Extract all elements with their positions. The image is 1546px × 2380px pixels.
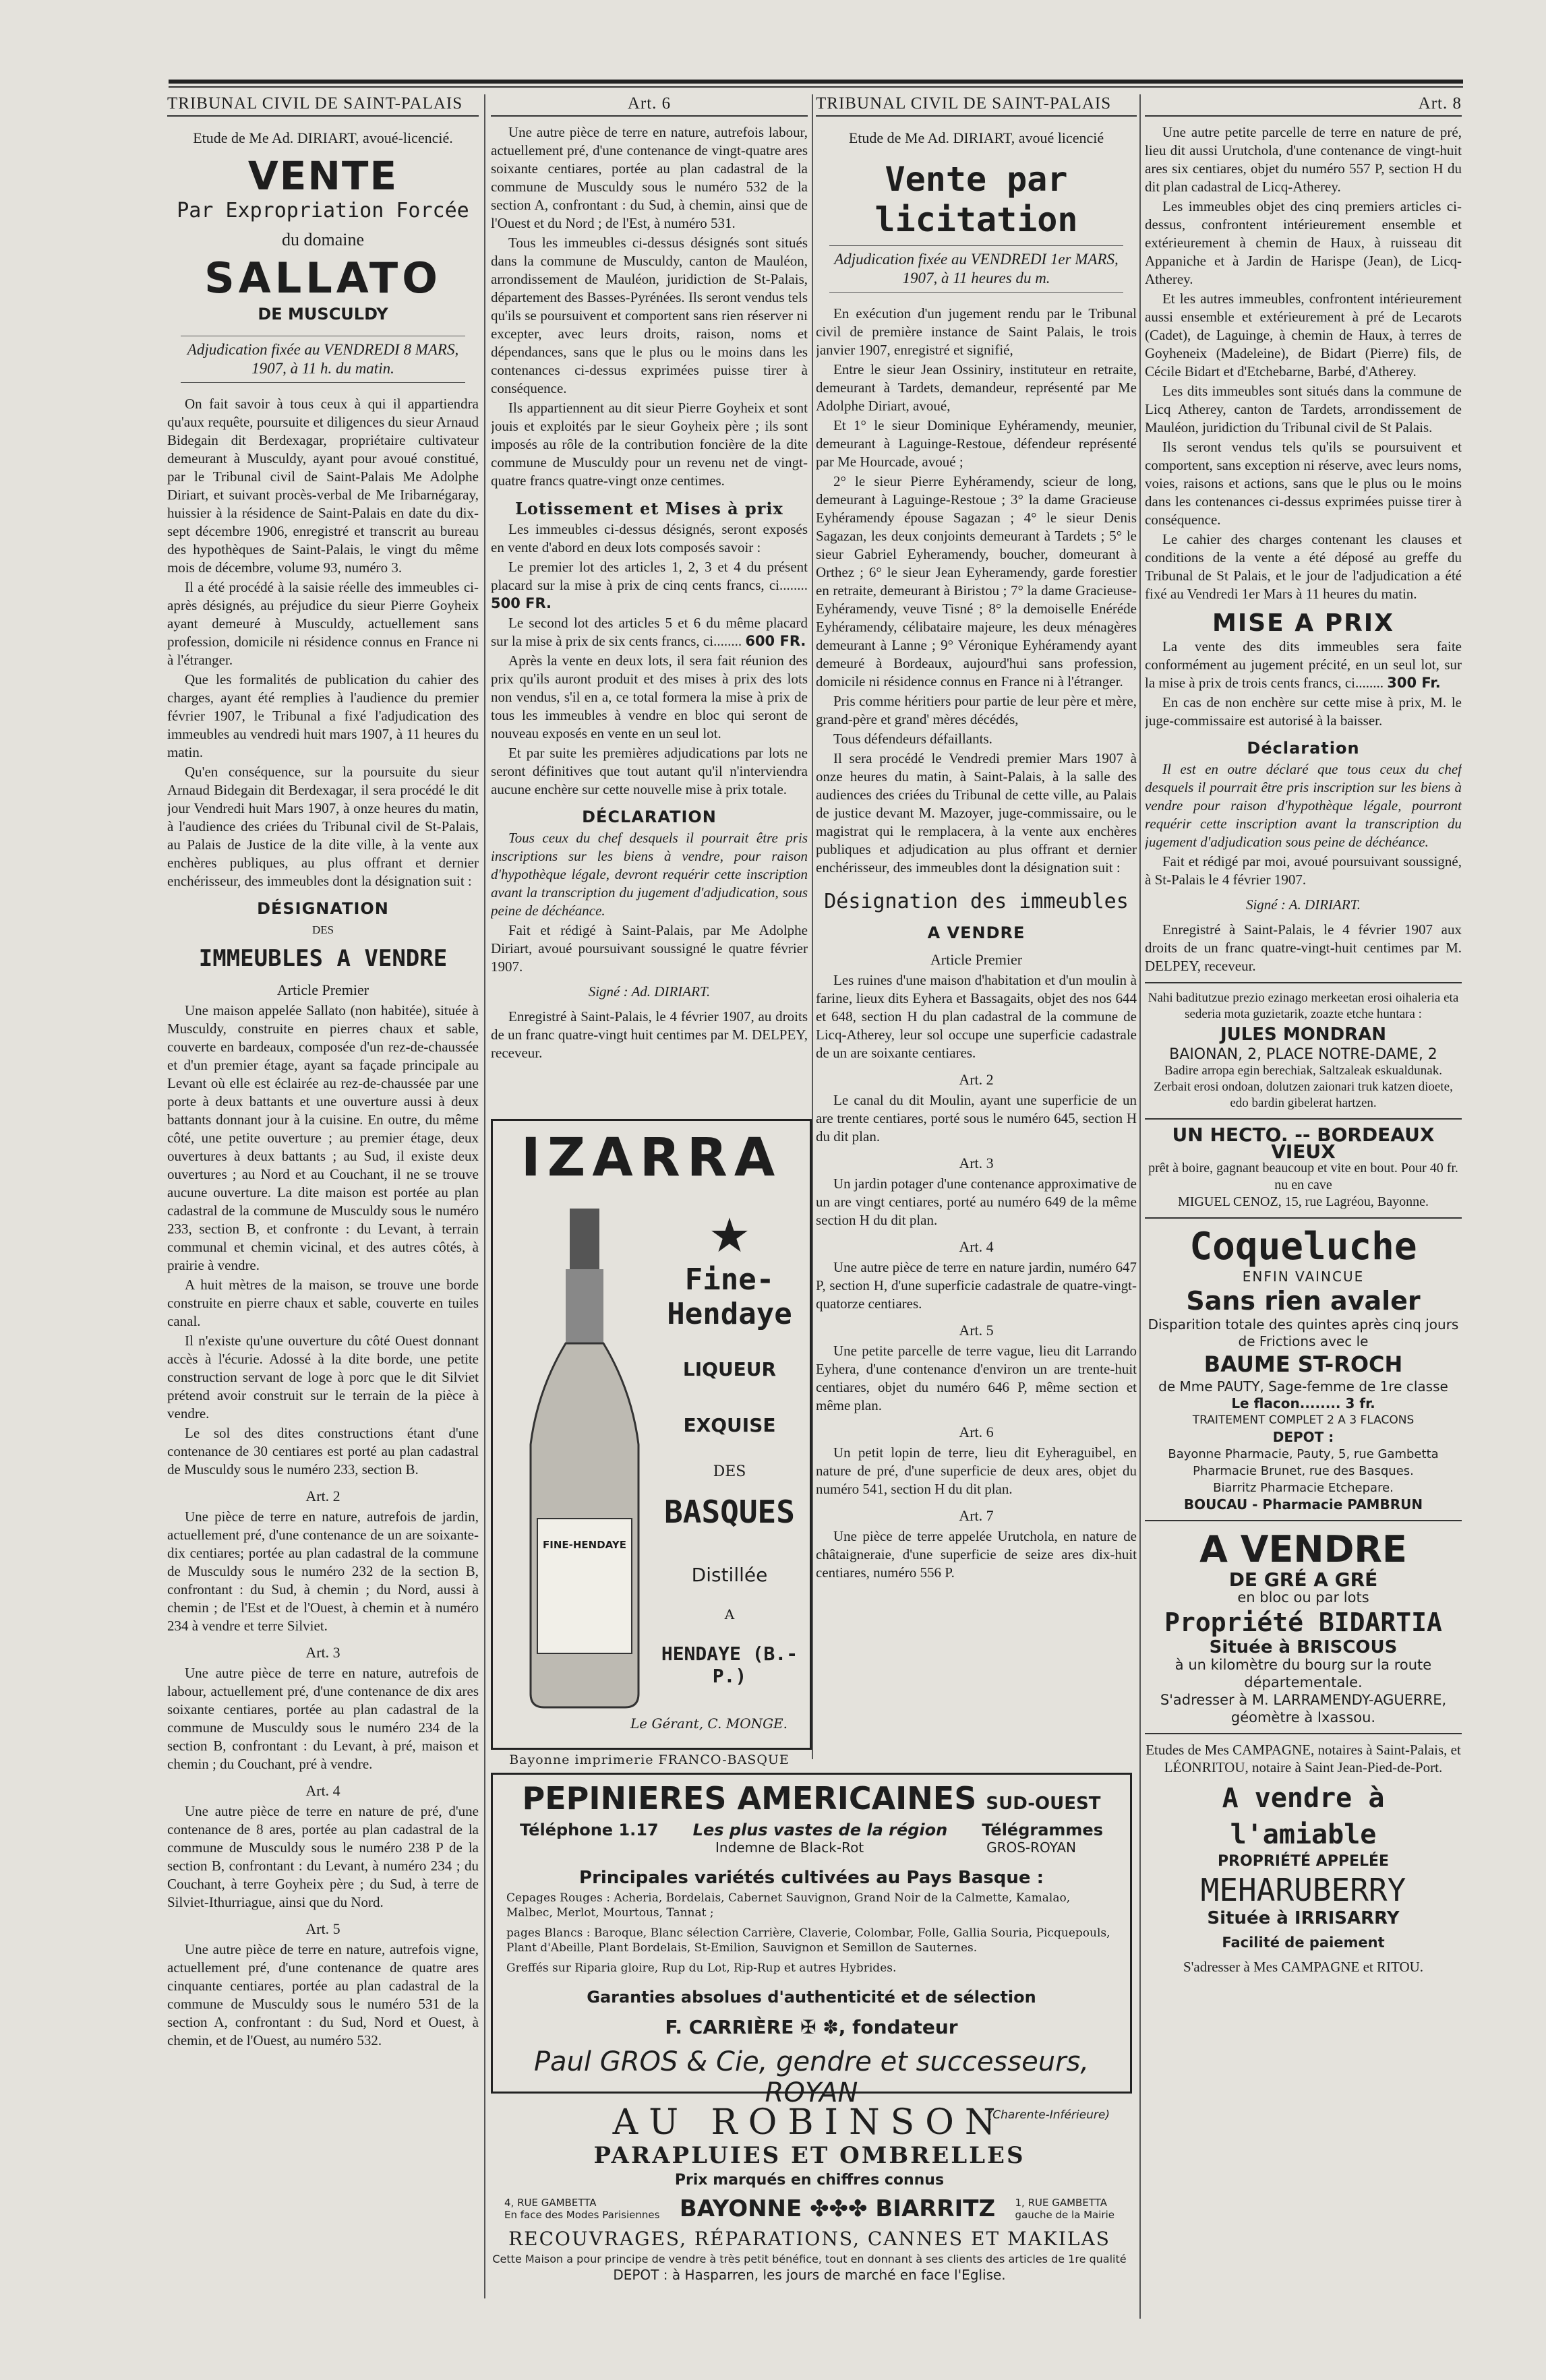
- ad-product: BAUME ST-ROCH: [1203, 1351, 1403, 1377]
- ad-address: BAIONAN, 2, PLACE NOTRE-DAME, 2: [1169, 1046, 1437, 1063]
- a-label: A: [724, 1606, 735, 1622]
- ad-text: pages Blancs : Baroque, Blanc sélection Carrière, Claverie, Colombar, Folle, Gallia Souria, Picquepouls, Plant d'Abeille, Plant Bordelais, St-Emilion, Sauvignon et Semillon de Sauternes.: [506, 1926, 1110, 1955]
- paragraph: Il n'existe qu'une ouverture du côté Ouest donnant accès à l'écurie. Adossé à la dite borde, une petite construction servant de loge à porc que le dit Silviet prétend avoir construit sur le terrain de la pièce à vendre.: [167, 1333, 479, 1422]
- lot-price: 500 FR.: [491, 595, 552, 611]
- ad-headline: Sans rien avaler: [1186, 1286, 1421, 1316]
- ad-telegram: Télégrammes: [982, 1821, 1103, 1839]
- paragraph: Tous ceux du chef desquels il pourrait être pris inscriptions sur les biens à vendre, pour raison d'hypothèque légale, devront requérir cette inscription avant la transcription du jugement d'adjudication, sous peine de déchéance.: [491, 830, 808, 919]
- bottle-illustration: [517, 1202, 652, 1714]
- paragraph: Fait et rédigé à Saint-Palais, par Me Adolphe Diriart, avoué poursuivant soussigné le quatre février 1907.: [491, 922, 808, 975]
- mise-price: 300 Fr.: [1387, 675, 1441, 691]
- paragraph: En cas de non enchère sur cette mise à prix, M. le juge-commissaire est autorisé à la baisser.: [1145, 694, 1462, 729]
- ad-text: Pharmacie Brunet, rue des Basques.: [1193, 1464, 1414, 1478]
- expropriation-subtitle: Par Expropriation Forcée: [177, 199, 469, 222]
- paragraph: Tous défendeurs défaillants.: [833, 731, 992, 747]
- bidartia-ad: [1145, 1528, 1462, 1726]
- ad-text: ENFIN VAINCUE: [1242, 1269, 1365, 1285]
- lotissement-heading: Lotissement et Mises à prix: [515, 499, 783, 518]
- paragraph: Les dits immeubles sont situés dans la commune de Licq Atherey, canton de Tardets, arrondissement de Mauléon, juridiction du Tribunal civil de St Palais.: [1145, 383, 1462, 435]
- article-heading: Art. 3: [305, 1644, 340, 1661]
- article-heading: Art. 4: [959, 1238, 994, 1255]
- ad-text: Située à BRISCOUS: [1209, 1637, 1398, 1657]
- ad-title: Coqueluche: [1189, 1225, 1417, 1269]
- gerant-line: Le Gérant, C. MONGE.: [630, 1715, 788, 1732]
- ad-tagline: Les plus vastes de la région: [692, 1821, 948, 1839]
- ad-property: MEHARUBERRY: [1200, 1872, 1406, 1908]
- article-heading: Art. 5: [305, 1920, 340, 1937]
- top-rule-thin: [169, 86, 1463, 88]
- separator: [1145, 1733, 1462, 1734]
- article-heading: Article Premier: [930, 951, 1023, 968]
- designation-heading: Désignation des immeubles: [824, 890, 1129, 913]
- paragraph: Les immeubles objet des cinq premiers articles ci-dessus, confrontent intérieurement ensemble et extérieurement à chemin de Haux, à ruisseau dit Appaniche et à Jardin de Harispe (Jean), de Licq-Atherey.: [1145, 198, 1462, 287]
- paragraph: Il a été procédé à la saisie réelle des immeubles ci-après désignés, au préjudice du sieur Pierre Goyheix ayant demeuré à Musculdy, actuellement sans profession, domicile ni résidence connus en France ni à l'étranger.: [167, 579, 479, 668]
- article-header: Art. 8: [1145, 94, 1462, 117]
- paragraph: Enregistré à Saint-Palais, le 4 février 1907, au droits de un franc quatre-vingt huit centimes par M. DELPEY, receveur.: [491, 1008, 808, 1061]
- ad-heading: Principales variétés cultivées au Pays Basque :: [579, 1868, 1044, 1888]
- column-3: [816, 94, 1137, 1759]
- ad-text: Badire arropa egin berechiak, Saltzaleak eskualdunak.: [1164, 1064, 1442, 1078]
- ad-address: 4, RUE GAMBETTA: [504, 2197, 597, 2209]
- du-domaine: du domaine: [281, 230, 365, 249]
- article-heading: Art. 6: [959, 1424, 994, 1440]
- paragraph: Une autre pièce de terre en nature, autrefois labour, actuellement pré, d'une contenance de vingt-quatre ares soixante centiares, portée au plan cadastral de la commune de Musculdy sous le numéro 532 de la section A, confrontant : du Sud, à chemin, ainsi que de l'Ouest et du Nord ; de l'Est, à numéro 531.: [491, 124, 808, 231]
- exquise-label: EXQUISE: [683, 1414, 776, 1436]
- paragraph: Le cahier des charges contenant les clauses et conditions de la vente a été déposé au greffe du Tribunal de St Palais, et le jour de l'adjudication a été fixé au Vendredi 1er Mars à 11 heures du matin.: [1145, 531, 1462, 602]
- paragraph: Le canal du dit Moulin, ayant une superficie de un are trente centiares, porté sous le numéro 645, section H du dit plan.: [816, 1092, 1137, 1145]
- ad-cities: BAYONNE ✤✤✤ BIARRITZ: [679, 2195, 996, 2222]
- paragraph: Et les autres immeubles, confrontent intérieurement aussi ensemble et extérieurement à pré de Lecarots (Cadet), de Laguinge, à chemin de Haux, à terres de Goyheneix (Madeleine), de Bidart (Pierre) fils, de Cécile Bidart et d'Etchebarne, Barbé, d'Atherey.: [1145, 291, 1462, 379]
- pepinieres-ad: [491, 1773, 1132, 2122]
- domain-name: SALLATO: [204, 253, 442, 303]
- ad-address: gauche de la Mairie: [1015, 2209, 1114, 2221]
- adjudication-date: Adjudication fixée au VENDREDI 8 MARS, 1907, à 11 h. du matin.: [181, 336, 465, 383]
- paragraph: Entre le sieur Jean Ossiniry, instituteur en retraite, demeurant à Tardets, demandeur, représenté par Me Adolphe Diriart, avoué,: [816, 361, 1137, 414]
- paragraph: Une autre pièce de terre en nature, autrefois de labour, actuellement pré, d'une contenance de dix ares soixante centiares, portée au plan cadastral de la commune de Musculdy sous le numéro 234 de la section B, confrontant : du Levant, à pré, maison et chemin ; du Couchant, pré à vendre.: [167, 1665, 479, 1772]
- paragraph: Une autre pièce de terre en nature, autrefois vigne, actuellement pré, d'une contenance de quatre ares cinquante centiares, portée au plan cadastral de la commune de Musculdy sous le numéro 531 de la section A, confrontant : du Sud, Nord et Ouest, à chemin, et de l'Ouest, au numéro 532.: [167, 1941, 479, 2048]
- izarra-title: IZARRA: [521, 1128, 782, 1188]
- ad-text: S'adresser à M. LARRAMENDY-AGUERRE, géomètre à Ixassou.: [1160, 1692, 1447, 1726]
- paragraph: 2° le sieur Pierre Eyhéramendy, scieur de long, demeurant à Laguinge-Restoue ; 3° la dame Gracieuse Eyhéramendy épouse Sagazan ; 4° le sieur Denis Sagazan, les deux conjoints demeurant à Tardets ; 5° le sieur Gabriel Eyheramendy, boucher, domeurant à Orthez ; 6° le sieur Jean Eyheramendy, garde forestier en retraite, demeurant à Biristou ; 7° la dame Gracieuse-Eyhéramendy, veuve Tisné ; 8° la demoiselle Enéréde Eyhéramendy, célibataire majeure, les deux ménagères demeurant à Lanne ; 9° Véronique Eyhéramendy ayant demeuré à Bordeaux, aujourd'hui sans profession, domicile ni résidence connus en France ni à l'étranger.: [816, 473, 1137, 690]
- paragraph: Tous les immeubles ci-dessus désignés sont situés dans la commune de Musculdy, canton de Mauléon, arrondissement de Mauléon, juridiction de St-Palais, département des Basses-Pyrénées. Ils seront vendus tels qu'ils se poursuivent et comportent sans rien réserver ni excepter, avec leurs droits, raison, noms et dépendances, sans que le plus ou le moins dans les contenances ci-dessus exprimées puisse tirer à conséquence.: [491, 235, 808, 396]
- article-heading: Art. 2: [959, 1071, 994, 1088]
- ad-region: SUD-OUEST: [986, 1794, 1101, 1814]
- paragraph: [1145, 638, 1462, 692]
- ad-text: Facilité de paiement: [1222, 1934, 1385, 1951]
- paragraph: Le sol des dites constructions étant d'une contenance de 30 centiares est porté au plan cadastral de Musculdy sous le numéro 233, section B.: [167, 1425, 479, 1477]
- ad-successors: Paul GROS & Cie, gendre et successeurs, ROYAN: [533, 2046, 1090, 2108]
- column-1: [167, 94, 479, 2298]
- paragraph: On fait savoir à tous ceux à qui il appartiendra qu'aux requête, poursuite et diligences du sieur Arnaud Bidegain dit Berdexagar, propriétaire cultivateur demeurant à Musculdy, ayant pour avoué constitué, par le Tribunal civil de Saint-Palais Me Adolphe Diriart, et suivant procès-verbal de Me Iribarnégaray, huissier à la résidence de Saint-Palais en date du dix-sept décembre 1906, enregistré et transcrit au bureau des hypothèques de Saint-Palais, le vingt du même mois de décembre, volume 93, numéro 3.: [167, 396, 479, 576]
- ad-text: DEPOT : à Hasparren, les jours de marché en face l'Eglise.: [613, 2267, 1006, 2283]
- robinson-ad: [491, 2103, 1128, 2298]
- signature: Signé : Ad. DIRIART.: [588, 983, 711, 1000]
- paragraph: Il est en outre déclaré que tous ceux du chef desquels il pourrait être pris inscription sur les biens à vendre pour raison d'hypothèque légale, pourront requérir cette inscription avant la transcription du jugement d'adjudication sous peine de déchéance.: [1145, 761, 1462, 850]
- paragraph: [491, 558, 808, 613]
- ad-text: MIGUEL CENOZ, 15, rue Lagréou, Bayonne.: [1178, 1194, 1429, 1209]
- ad-text: Située à IRRISARRY: [1207, 1908, 1400, 1928]
- domain-place: DE MUSCULDY: [258, 305, 388, 324]
- ad-text: TRAITEMENT COMPLET 2 A 3 FLACONS: [1192, 1413, 1415, 1427]
- des-label: DES: [713, 1463, 746, 1480]
- ad-text: Nahi baditutzue prezio ezinago merkeetan erosi oihaleria eta sederia mota guzietarik, zoazte etche huntara :: [1148, 991, 1459, 1021]
- mondran-ad: [1145, 990, 1462, 1111]
- ad-title: A vendre à l'amiable: [1222, 1783, 1385, 1850]
- column-4: [1145, 94, 1462, 2339]
- ad-text: Cepages Rouges : Acheria, Bordelais, Cabernet Sauvignon, Grand Noir de la Calmette, Kamalao, Malbec, Merlot, Mourtous, Tannat ;: [506, 1891, 1071, 1920]
- paragraph: Un jardin potager d'une contenance approximative de un are vingt centiares, porté au numéro 649 de la même section H du dit plan.: [816, 1176, 1137, 1228]
- designation-heading: DÉSIGNATION: [257, 899, 389, 918]
- printer-line: Bayonne imprimerie FRANCO-BASQUE: [509, 1752, 790, 1767]
- ad-text: DE GRÉ A GRÉ: [1228, 1568, 1378, 1591]
- etude-line: Etude de Me Ad. DIRIART, avoué licencié: [848, 129, 1104, 146]
- distillee-label: Distillée: [691, 1564, 768, 1586]
- paragraph: Qu'en conséquence, sur la poursuite du sieur Arnaud Bidegain dit Berdexagar, il sera procédé le dit jour Vendredi huit Mars 1907, à onze heures du matin, à l'audience des criées du Tribunal civil de St-Palais, au Palais de Justice de la dite ville, à la vente aux enchères publiques, au plus offrant et dernier enchérisseur, des immeubles dont la désignation suit :: [167, 764, 479, 889]
- mise-text: La vente des dits immeubles sera faite conformément au jugement précité, en un seul lot, sur la mise à prix de trois cents francs, ci........: [1145, 638, 1462, 691]
- bordeaux-ad: [1145, 1126, 1462, 1211]
- immeubles-heading: IMMEUBLES A VENDRE: [198, 945, 448, 972]
- ad-phone: Téléphone 1.17: [520, 1821, 659, 1839]
- article-heading: Art. 5: [959, 1322, 994, 1339]
- ad-text: Indemne de Black-Rot: [715, 1839, 864, 1856]
- ad-text: Prix marqués en chiffres connus: [674, 2172, 945, 2189]
- ad-subtitle: PARAPLUIES ET OMBRELLES: [593, 2142, 1025, 2169]
- ad-text: Greffés sur Riparia gloire, Rup du Lot, Rip-Rup et autres Hybrides.: [506, 1961, 897, 1975]
- ad-title: UN HECTO. -- BORDEAUX VIEUX: [1172, 1124, 1435, 1163]
- paragraph: Une pièce de terre en nature, autrefois de jardin, actuellement pré, d'une contenance de un are soixante-dix centiares; portée au plan cadastral de la commune de Musculdy sous le numéro 232 de la section B, confrontant : du Sud, à chemin ; du Nord, aussi à chemin ; de l'Est et de l'Ouest, à chemin et à numéro 234 à vendre et terre Silviet.: [167, 1508, 479, 1634]
- a-vendre-heading: A VENDRE: [927, 923, 1025, 942]
- ad-founder: F. CARRIÈRE ✠ ✽, fondateur: [665, 2016, 958, 2038]
- ad-text: PROPRIÉTÉ APPELÉE: [1217, 1853, 1390, 1870]
- article-heading: Art. 7: [959, 1507, 994, 1524]
- coqueluche-ad: [1145, 1225, 1462, 1513]
- paragraph: En exécution d'un jugement rendu par le Tribunal civil de première instance de Saint Palais, le trois janvier 1907, enregistré et signifié,: [816, 305, 1137, 358]
- paragraph: Et 1° le sieur Dominique Eyhéramendy, meunier, demeurant à Laguinge-Restoue, défendeur représenté par Me Hourcade, avoué ;: [816, 417, 1137, 470]
- column-rule: [484, 94, 485, 1119]
- separator: [1145, 982, 1462, 983]
- vente-title: VENTE: [247, 153, 398, 199]
- paragraph: Enregistré à Saint-Palais, le 4 février 1907 aux droits de un franc quatre-vingt-huit centimes par M. DELPEY, receveur.: [1145, 921, 1462, 974]
- paragraph: Pris comme héritiers pour partie de leur père et mère, grand-père et grand' mères décédés,: [816, 693, 1137, 727]
- ad-text: S'adresser à Mes CAMPAGNE et RITOU.: [1183, 1959, 1424, 1975]
- bottle-icon: [517, 1202, 652, 1714]
- ad-text: Biarritz Pharmacie Etchepare.: [1213, 1481, 1394, 1495]
- paragraph: A huit mètres de la maison, se trouve une borde construite en pierre chaux et sable, couverte en tuiles canal.: [167, 1277, 479, 1329]
- ad-title: PEPINIERES AMERICAINES: [522, 1780, 977, 1817]
- declaration-heading: DÉCLARATION: [582, 807, 717, 826]
- article-heading: Article Premier: [276, 981, 369, 998]
- article-header: Art. 6: [491, 94, 808, 117]
- ad-text: à un kilomètre du bourg sur la route départementale.: [1175, 1657, 1432, 1690]
- ad-title: A VENDRE: [1199, 1528, 1407, 1570]
- paragraph: Il sera procédé le Vendredi premier Mars 1907 à onze heures du matin, à Saint-Palais, à la salle des audiences des criées du Tribunal de cette ville, au Palais de justice devant M. Mazoyer, juge-commissaire, ou le magistrat qui le remplacera, à la vente aux enchères publiques et adjudication au plus offrant et dernier enchérisseur, des immeubles dont la désignation suit :: [816, 750, 1137, 876]
- basques-label: BASQUES: [664, 1494, 795, 1530]
- paragraph: Une pièce de terre appelée Urutchola, en nature de châtaigneraie, d'une superficie de seize ares dix-huit centiares, numéro 556 P.: [816, 1528, 1137, 1581]
- paragraph: Une petite parcelle de terre vague, lieu dit Larrando Eyhera, d'une contenance d'environ un are trente-huit centiares, objet du numéro 646 P, même section et même plan.: [816, 1343, 1137, 1413]
- bottle-label: FINE-HENDAYE: [543, 1539, 626, 1551]
- separator: [1145, 1217, 1462, 1219]
- signature: Signé : A. DIRIART.: [1245, 896, 1361, 913]
- meharuberry-ad: [1145, 1741, 1462, 1976]
- paragraph: Les ruines d'une maison d'habitation et d'un moulin à farine, lieux dits Eyhera et Bassagaits, objet des nos 644 et 648, section H du plan cadastral de la commune de Licq-Atherey, leur sol occupe une superficie cadastrale de un are soixante centiares.: [816, 972, 1137, 1061]
- etude-line: Etude de Me Ad. DIRIART, avoué-licencié.: [193, 129, 453, 146]
- paragraph: Que les formalités de publication du cahier des charges, ayant été remplies à l'audience du premier février 1907, le Tribunal a fixé l'adjudication des immeubles au vendredi huit mars 1907, à 11 heures du matin.: [167, 671, 479, 760]
- paragraph: Ils appartiennent au dit sieur Pierre Goyheix et sont jouis et exploités par le sieur Goyheix père ; ils sont imposés au rôle de la contribution foncière de la dite commune de Musculdy pour un revenu net de vingt-quatre francs quatre-vingt onze centimes.: [491, 400, 808, 489]
- paragraph: Fait et rédigé par moi, avoué poursuivant soussigné, à St-Palais le 4 février 1907.: [1145, 853, 1462, 888]
- izarra-ad: [491, 1119, 812, 1750]
- column-2: [491, 94, 808, 1139]
- paragraph: Ils seront vendus tels qu'ils se poursuivent et comportent, sans exception ni réserve, avec leurs noms, voies, raisons et actions, sans que le plus ou le moins dans les contenances ci-dessus exprimées puisse tirer à conséquence.: [1145, 439, 1462, 528]
- court-header: TRIBUNAL CIVIL DE SAINT-PALAIS: [167, 94, 479, 117]
- ad-property: Propriété BIDARTIA: [1164, 1608, 1442, 1637]
- top-rule: [169, 80, 1463, 84]
- lot-price: 600 FR.: [745, 633, 806, 649]
- des-label: DES: [311, 923, 334, 936]
- paragraph: Une autre petite parcelle de terre en nature de pré, lieu dit aussi Urutchola, d'une contenance de vingt-huit ares six centiares, objet du numéro 557 P, section H du dit plan cadastral de Licq-Atherey.: [1145, 124, 1462, 195]
- hendaye-label: HENDAYE (B.-P.): [661, 1643, 798, 1687]
- ad-text: Zerbait erosi ondoan, dolutzen zaionari truk katzen dioete, edo bardin gibelerat hartzen.: [1154, 1080, 1453, 1110]
- paragraph: Un petit lopin de terre, lieu dit Eyheraguibel, en nature de pré, d'une superficie de deux ares, objet du numéro 541, section H du dit plan.: [816, 1444, 1137, 1497]
- declaration-heading: Déclaration: [1247, 739, 1360, 758]
- lot-text: Le second lot des articles 5 et 6 du même placard sur la mise à prix de six cents francs, ci........: [491, 615, 808, 649]
- ad-text: GROS-ROYAN: [986, 1839, 1076, 1856]
- ad-address: 1, RUE GAMBETTA: [1015, 2197, 1107, 2209]
- column-rule: [812, 94, 813, 1759]
- paragraph: Les immeubles ci-dessus désignés, seront exposés en vente d'abord en deux lots composés savoir :: [491, 521, 808, 555]
- ad-name: JULES MONDRAN: [1220, 1025, 1387, 1045]
- separator: [1145, 1520, 1462, 1521]
- ad-address: En face des Modes Parisiennes: [504, 2209, 660, 2221]
- ad-text: Etudes de Mes CAMPAGNE, notaires à Saint-Palais, et LÉONRITOU, notaire à Saint Jean-Pied-de-Port.: [1146, 1742, 1461, 1775]
- paragraph: Après la vente en deux lots, il sera fait réunion des prix qu'ils auront produit et des mises à prix des lots non vendus, s'il en a, ce total formera la mise à prix de tous les immeubles à vendre en bloc qui seront de nouveau exposés en vente en un seul lot.: [491, 652, 808, 741]
- article-heading: Art. 2: [305, 1488, 340, 1504]
- ad-text: de Mme PAUTY, Sage-femme de 1re classe: [1158, 1378, 1448, 1395]
- paragraph: [491, 614, 808, 650]
- paragraph: Une autre pièce de terre en nature jardin, numéro 647 P, section H, d'une superficie cadastrale de quatre-vingt-quatorze centiares.: [816, 1259, 1137, 1312]
- ad-text: DEPOT :: [1272, 1429, 1334, 1445]
- ad-text: Disparition totale des quintes après cinq jours de Frictions avec le: [1148, 1316, 1459, 1349]
- ad-text: Bayonne Pharmacie, Pauty, 5, rue Gambetta: [1168, 1447, 1439, 1461]
- paragraph: Et par suite les premières adjudications par lots ne seront définitives que tout autant qu'il n'interviendra aucune enchère sur cette nouvelle mise à prix totale.: [491, 745, 808, 797]
- product-name: Fine-Hendaye: [667, 1262, 792, 1331]
- ad-title: AU ROBINSON: [612, 2102, 1007, 2143]
- licitation-title: Vente par licitation: [874, 160, 1078, 239]
- ad-heading: Garanties absolues d'authenticité et de sélection: [587, 1988, 1036, 2007]
- mise-a-prix-heading: MISE A PRIX: [1212, 609, 1394, 637]
- column-rule: [1139, 94, 1141, 2319]
- column-rule: [484, 1119, 485, 2298]
- adjudication-date: Adjudication fixée au VENDREDI 1er MARS, 1907, à 11 heures du m.: [829, 245, 1123, 293]
- ad-text: (Charente-Inférieure): [988, 2108, 1110, 2122]
- court-header: TRIBUNAL CIVIL DE SAINT-PALAIS: [816, 94, 1137, 117]
- ad-text: Le flacon........ 3 fr.: [1231, 1395, 1375, 1411]
- article-heading: Art. 4: [305, 1782, 340, 1799]
- lot-text: Le premier lot des articles 1, 2, 3 et 4 du présent placard sur la mise à prix de cinq cents francs, ci........: [491, 559, 808, 593]
- separator: [1145, 1118, 1462, 1120]
- star-icon: ★: [708, 1208, 751, 1263]
- ad-text: Cette Maison a pour principe de vendre à très petit bénéfice, tout en donnant à ses clients des articles de 1re qualité: [492, 2253, 1127, 2265]
- paragraph: Une autre pièce de terre en nature de pré, d'une contenance de 8 ares, portée au plan cadastral de la commune de Musculdy sous le numéro 238 P de la section B, confrontant : du Levant, à numéro 234 ; du Couchant, à terre Goyheix père ; du Sud, à terre de Silviet-Ithurriague, ainsi que du Nord.: [167, 1803, 479, 1910]
- paragraph: Une maison appelée Sallato (non habitée), située à Musculdy, construite en pierres chaux et sable, couverte en bardeaux, composée d'un rez-de-chaussée et d'un premier étage, ayant sa façade principale au Levant où elle est éclairée au rez-de-chaussée par une porte à deux battants et une ouverture aussi à deux battants donnant jour à la cuisine. En outre, du même côté, une petite ouverture ; au premier étage, deux ouvertures à deux battants ; au Sud, il existe deux ouvertures ; au Nord et au Couchant, il ne se trouve aucune ouverture. La dite maison est portée au plan cadastral de la commune de Musculdy sous le numéro 233, section B, et confronte : du Levant, à terrain communal et chemin vicinal, et des autres côtés, à prairie à vendre.: [167, 1002, 479, 1273]
- ad-services: RECOUVRAGES, RÉPARATIONS, CANNES ET MAKILAS: [508, 2228, 1110, 2250]
- article-heading: Art. 3: [959, 1155, 994, 1171]
- liqueur-label: LIQUEUR: [682, 1358, 777, 1380]
- ad-text: en bloc ou par lots: [1237, 1589, 1369, 1606]
- ad-text: prêt à boire, gagnant beaucoup et vite en bout. Pour 40 fr. nu en cave: [1148, 1161, 1458, 1192]
- ad-text: BOUCAU - Pharmacie PAMBRUN: [1183, 1496, 1423, 1513]
